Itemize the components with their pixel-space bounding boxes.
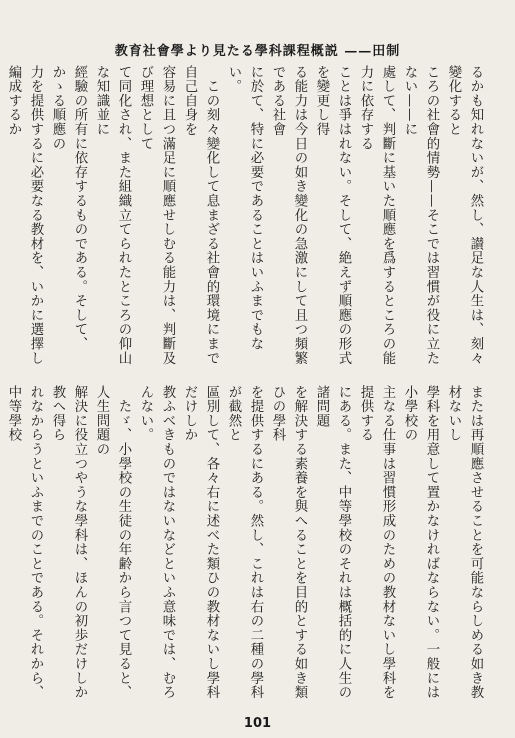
text-column [0, 65, 2, 370]
text-column: 學科を用意して置かなければならない。一般には小學校の [402, 385, 439, 700]
text-column: 解決に役立つやうな學科は、ほんの初歩だけしか教へ得ら [50, 385, 87, 700]
text-block-bottom [6, 385, 486, 710]
text-column: ことは爭はれない。そして、絶えず順應の形式を變更し得 [314, 65, 351, 366]
running-head: 教育社會學より見たる學科課程概説 ——田制 [114, 44, 401, 59]
text-column: 區別して、各々右に述べた類ひの教材ないし學科だけしか [182, 385, 219, 700]
text-column [0, 385, 2, 710]
text-column: る能力は今日の如き變化の急激にして且つ頻繁である社會 [270, 65, 307, 366]
text-column: 教ふべきものではないなどといふ意味では、むろんない。 [138, 385, 175, 700]
text-column: るかも知れないが、然し、讃足な人生は、刻々變化すると [446, 65, 483, 366]
text-column: 經驗の所有に依存するものである。そして、かゝる順應の [50, 65, 87, 351]
text-column: にある。また、中等學校のそれは概括的に人生の諸問題 [314, 385, 351, 700]
text-column: 力を提供するに必要なる教材を、いかに選擇し編成するか [6, 65, 43, 366]
text-column: 容易に且つ滿足に順應せしむる能力は、判斷及び理想として [138, 65, 175, 366]
text-column: 主なる仕事は習慣形成のための教材ないし學科を提供する [358, 385, 395, 700]
text-column: を提供するにある。然し、これは右の二種の學科が截然と [226, 385, 263, 700]
text-column: または再順應させることを可能ならしめる如き教材ないし [446, 385, 483, 700]
text-column: に於て、特に必要であることはいふまでもない。 [226, 65, 263, 351]
text-column: て同化され、また組織立てられたところの仰山な知識並に [94, 65, 131, 366]
text-column: れなからうといふまでのことである。それから、中等學校 [6, 385, 43, 700]
text-column: この刻々變化して息まざる社會的環境にまで自己自身を [182, 65, 219, 366]
page-number: 101 [243, 716, 272, 731]
text-column: たゞ、小學校の生徒の年齢から言つて見ると、人生問題の [94, 385, 131, 700]
text-column: ころの社會的情勢——そこでは習慣が役に立たない——に [402, 65, 439, 366]
text-block-top [6, 65, 486, 370]
text-column: 處して、判斷に基いた順應を爲するところの能力に依存する [358, 65, 395, 366]
text-column: を解決する素養を與へることを目的とする如き類ひの學科 [270, 385, 307, 700]
